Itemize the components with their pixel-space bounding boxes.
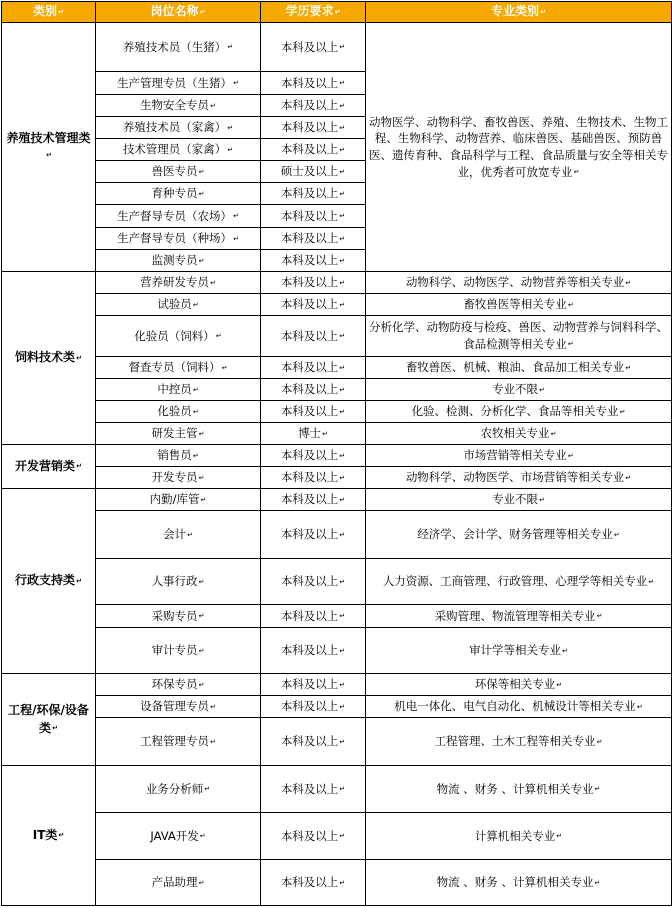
table-row — [2, 423, 672, 445]
education-cell: 本科及以上↵ — [261, 511, 366, 559]
major-cell: 化验、检测、分析化学、食品等相关专业↵ — [366, 401, 672, 423]
table-row — [2, 628, 672, 674]
major-cell: 物流 、财务 、计算机相关专业↵ — [366, 860, 672, 906]
major-cell: 机电一体化、电气自动化、机械设计等相关专业↵ — [366, 696, 672, 718]
education-cell: 博士↵ — [261, 423, 366, 445]
education-cell: 本科及以上↵ — [261, 718, 366, 766]
education-cell: 本科及以上↵ — [261, 205, 366, 228]
position-cell: 工程管理专员↵ — [96, 718, 261, 766]
position-cell: 设备管理专员↵ — [96, 696, 261, 718]
position-cell: 养殖技术员（生猪）↵ — [96, 23, 261, 72]
education-cell: 本科及以上↵ — [261, 674, 366, 696]
position-cell: 审计专员↵ — [96, 628, 261, 674]
major-cell: 畜牧兽医、机械、粮油、食品加工相关专业↵ — [366, 357, 672, 379]
education-cell: 本科及以上↵ — [261, 628, 366, 674]
table-row — [2, 860, 672, 906]
position-cell: 中控员↵ — [96, 379, 261, 401]
position-cell: 会计↵ — [96, 511, 261, 559]
education-cell: 本科及以上↵ — [261, 139, 366, 161]
header-education: 学历要求↵ — [261, 2, 366, 23]
position-cell: 产品助理↵ — [96, 860, 261, 906]
education-cell: 本科及以上↵ — [261, 559, 366, 605]
category-cell-it: IT类↵ — [2, 766, 96, 906]
position-cell: JAVA开发↵ — [96, 813, 261, 860]
major-cell: 畜牧兽医等相关专业↵ — [366, 294, 672, 316]
education-cell: 本科及以上↵ — [261, 605, 366, 628]
education-cell: 本科及以上↵ — [261, 228, 366, 250]
table-row — [2, 445, 672, 467]
education-cell: 本科及以上↵ — [261, 250, 366, 272]
position-cell: 开发专员↵ — [96, 467, 261, 489]
position-cell: 生产管理专员（生猪）↵ — [96, 72, 261, 95]
education-cell: 本科及以上↵ — [261, 489, 366, 511]
header-category: 类别↵ — [2, 2, 96, 23]
position-cell: 化验员↵ — [96, 401, 261, 423]
table-row — [2, 511, 672, 559]
major-cell: 动物科学、动物医学、市场营销等相关专业↵ — [366, 467, 672, 489]
major-cell: 市场营销等相关专业↵ — [366, 445, 672, 467]
category-cell-feed: 饲料技术类↵ — [2, 272, 96, 445]
table-row — [2, 316, 672, 357]
education-cell: 本科及以上↵ — [261, 272, 366, 294]
position-cell: 营养研发专员↵ — [96, 272, 261, 294]
education-cell: 本科及以上↵ — [261, 467, 366, 489]
position-cell: 业务分析师↵ — [96, 766, 261, 813]
header-row — [2, 2, 672, 23]
category-cell-admin: 行政支持类↵ — [2, 489, 96, 674]
position-cell: 人事行政↵ — [96, 559, 261, 605]
table-row — [2, 696, 672, 718]
table-row — [2, 674, 672, 696]
education-cell: 硕士及以上↵ — [261, 161, 366, 183]
table-row — [2, 605, 672, 628]
education-cell: 本科及以上↵ — [261, 95, 366, 117]
header-major: 专业类别↵ — [366, 2, 672, 23]
major-cell: 审计学等相关专业↵ — [366, 628, 672, 674]
table-row — [2, 813, 672, 860]
position-cell: 环保专员↵ — [96, 674, 261, 696]
position-cell: 技术管理员（家禽）↵ — [96, 139, 261, 161]
table-row — [2, 559, 672, 605]
education-cell: 本科及以上↵ — [261, 357, 366, 379]
major-cell: 采购管理、物流管理等相关专业↵ — [366, 605, 672, 628]
position-cell: 生产督导专员（种场）↵ — [96, 228, 261, 250]
position-cell: 督查专员（饲料）↵ — [96, 357, 261, 379]
category-cell-engineering: 工程/环保/设备类↵ — [2, 674, 96, 766]
education-cell: 本科及以上↵ — [261, 183, 366, 205]
table-row — [2, 294, 672, 316]
position-cell: 育种专员↵ — [96, 183, 261, 205]
position-cell: 养殖技术员（家禽）↵ — [96, 117, 261, 139]
major-cell: 人力资源、工商管理、行政管理、心理学等相关专业↵ — [366, 559, 672, 605]
category-cell-breeding: 养殖技术管理类↵ — [2, 23, 96, 272]
table-row — [2, 272, 672, 294]
position-cell: 采购专员↵ — [96, 605, 261, 628]
major-cell: 环保等相关专业↵ — [366, 674, 672, 696]
table-row — [2, 718, 672, 766]
table-row — [2, 23, 672, 72]
position-cell: 兽医专员↵ — [96, 161, 261, 183]
major-cell: 物流 、财务 、计算机相关专业↵ — [366, 766, 672, 813]
position-cell: 化验员（饲料）↵ — [96, 316, 261, 357]
education-cell: 本科及以上↵ — [261, 117, 366, 139]
education-cell: 本科及以上↵ — [261, 72, 366, 95]
education-cell: 本科及以上↵ — [261, 379, 366, 401]
education-cell: 本科及以上↵ — [261, 696, 366, 718]
position-cell: 生物安全专员↵ — [96, 95, 261, 117]
position-cell: 销售员↵ — [96, 445, 261, 467]
recruitment-table — [1, 1, 672, 906]
header-position: 岗位名称↵ — [96, 2, 261, 23]
major-cell: 动物科学、动物医学、动物营养等相关专业↵ — [366, 272, 672, 294]
position-cell: 研发主管↵ — [96, 423, 261, 445]
major-cell-breeding: 动物医学、动物科学、畜牧兽医、养殖、生物技术、生物工程、生物科学、动物营养、临床兽医、基础兽医、预防兽医、遗传育种、食品科学与工程、食品质量与安全等相关专业，优秀者可放宽专业↵ — [366, 23, 672, 272]
position-cell: 生产督导专员（农场）↵ — [96, 205, 261, 228]
major-cell: 专业不限↵ — [366, 379, 672, 401]
position-cell: 监测专员↵ — [96, 250, 261, 272]
education-cell: 本科及以上↵ — [261, 316, 366, 357]
table-row — [2, 357, 672, 379]
table-row — [2, 489, 672, 511]
position-cell: 试验员↵ — [96, 294, 261, 316]
education-cell: 本科及以上↵ — [261, 23, 366, 72]
education-cell: 本科及以上↵ — [261, 401, 366, 423]
major-cell: 经济学、会计学、财务管理等相关专业↵ — [366, 511, 672, 559]
major-cell: 分析化学、动物防疫与检疫、兽医、动物营养与饲料科学、食品检测等相关专业↵ — [366, 316, 672, 357]
education-cell: 本科及以上↵ — [261, 860, 366, 906]
major-cell: 专业不限↵ — [366, 489, 672, 511]
table-row — [2, 379, 672, 401]
education-cell: 本科及以上↵ — [261, 766, 366, 813]
major-cell: 农牧相关专业↵ — [366, 423, 672, 445]
category-cell-marketing: 开发营销类↵ — [2, 445, 96, 489]
major-cell: 工程管理、土木工程等相关专业↵ — [366, 718, 672, 766]
position-cell: 内勤/库管↵ — [96, 489, 261, 511]
table-row — [2, 467, 672, 489]
education-cell: 本科及以上↵ — [261, 294, 366, 316]
education-cell: 本科及以上↵ — [261, 445, 366, 467]
major-cell: 计算机相关专业↵ — [366, 813, 672, 860]
table-row — [2, 401, 672, 423]
education-cell: 本科及以上↵ — [261, 813, 366, 860]
table-row — [2, 766, 672, 813]
